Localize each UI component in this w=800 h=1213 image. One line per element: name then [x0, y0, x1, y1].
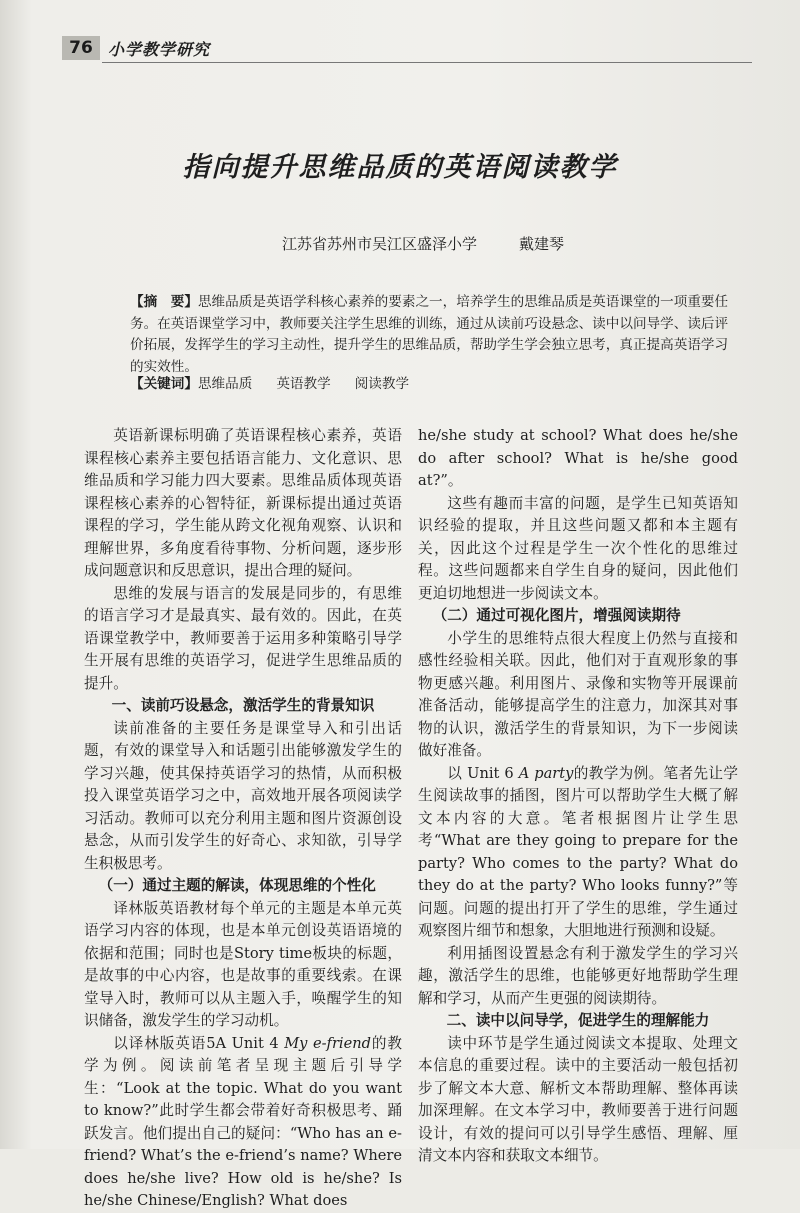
paragraph-continued: he/she study at school? What does he/she do after school? What is he/she good at?”。 — [418, 427, 738, 489]
body-column-left — [84, 425, 402, 1213]
author-affiliation: 江苏省苏州市吴江区盛泽小学 — [282, 235, 478, 253]
author-name: 戴建琴 — [519, 235, 565, 253]
keyword: 阅读教学 — [354, 376, 410, 392]
paragraph — [418, 763, 738, 943]
keywords — [130, 372, 409, 392]
page-number: 76 — [62, 36, 100, 60]
paragraph: 译林版英语教材每个单元的主题是本单元英语学习内容的体现，也是本单元创设英语语境的依据和范围；同时也是Story time板块的标题，是故事的中心内容，也是故事的重要线索。在课堂导入时，教师可以从主题入手，唤醒学生的知识储备，激发学生的学习动机。 — [84, 899, 402, 1029]
subsection-heading: （一）通过主题的解读，体现思维的个性化 — [98, 877, 376, 894]
body-column-right — [418, 425, 738, 1168]
text-run: 的教学为例。笔者先让学生阅读故事的插图，图片可以帮助学生大概了解文本内容的大意。笔者根据图片让学生思考“What are they going to prepare for the party? Who comes to the party? What do they do at the party? Who looks funny?”等问题。问题的提出打开了学生的思维，学生通过观察图片细节和想象，大胆地进行预测和设疑。 — [418, 764, 738, 939]
keywords-label: 【关键词】 — [130, 376, 198, 392]
keyword: 英语教学 — [276, 376, 331, 392]
paragraph: 思维的发展与语言的发展是同步的，有思维的语言学习才是最真实、最有效的。因此，在英语课堂教学中，教师要善于运用多种策略引导学生开展有思维的英语学习，促进学生思维品质的提升。 — [84, 584, 402, 692]
paragraph: 利用插图设置悬念有利于激发学生的学习兴趣，激活学生的思维，也能够更好地帮助学生理解和学习，从而产生更强的阅读期待。 — [418, 944, 738, 1007]
paragraph — [84, 1033, 402, 1213]
article-title: 指向提升思维品质的英语阅读教学 — [182, 152, 618, 183]
author-line — [282, 233, 564, 254]
text-run: 的教学为例。阅读前笔者呈现主题后引导学生：“Look at the topic. What do you want to know?”此时学生都会带着好奇积极思考、踊跃发言。他们提出自己的疑问：“Who has an e-friend? What’s the e-friend’s name? Where does he/she live? How old is he/she? Is he/she Chinese/English? What does — [84, 1034, 402, 1209]
abstract-label: 【摘 要】 — [130, 294, 198, 310]
paragraph: 这些有趣而丰富的问题，是学生已知英语知识经验的提取，并且这些问题又都和本主题有关，因此这个过程是学生一次个性化的思维过程。这些问题都来自学生自身的疑问，因此他们更迫切地想进一步阅读文本。 — [418, 494, 738, 602]
unit-title: A party — [518, 764, 574, 782]
abstract-text: 思维品质是英语学科核心素养的要素之一，培养学生的思维品质是英语课堂的一项重要任务。在英语课堂学习中，教师要关注学生思维的训练，通过从读前巧设悬念、读中以问导学、读后评价拓展，发挥学生的学习主动性，提升学生的思维品质，帮助学生学会独立思考，真正提高英语学习的实效性。 — [130, 294, 729, 375]
paragraph: 英语新课标明确了英语课程核心素养，英语课程核心素养主要包括语言能力、文化意识、思维品质和学习能力四大要素。思维品质体现英语课程核心素养的心智特征，新课标提出通过英语课程的学习，学生能从跨文化视角观察、认识和理解世界，多角度看待事物、分析问题，逐步形成问题意识和反思意识，提出合理的疑问。 — [84, 427, 402, 579]
paragraph: 读中环节是学生通过阅读文本提取、处理文本信息的重要过程。读中的主要活动一般包括初步了解文本大意、解析文本帮助理解、整体再读加深理解。在文本学习中，教师要善于进行问题设计，有效的提问可以引导学生感悟、理解、厘清文本内容和获取文本细节。 — [418, 1034, 738, 1164]
abstract — [130, 292, 730, 378]
paragraph: 读前准备的主要任务是课堂导入和引出话题，有效的课堂导入和话题引出能够激发学生的学习兴趣，使其保持英语学习的热情，从而积极投入课堂英语学习之中，高效地开展各项阅读学习活动。教师可以充分利用主题和图片资源创设悬念，从而引发学生的好奇心、求知欲，引导学生积极思考。 — [84, 719, 402, 872]
text-run: 以译林版英语5A Unit 4 — [113, 1034, 285, 1052]
section-heading: 一、读前巧设悬念，激活学生的背景知识 — [111, 697, 375, 714]
unit-title: My e-friend — [284, 1034, 371, 1052]
paragraph: 小学生的思维特点很大程度上仍然与直接和感性经验相关联。因此，他们对于直观形象的事物更感兴趣。利用图片、录像和实物等开展课前准备活动，能够提高学生的注意力，加深其对事物的认识，激活学生的背景知识，为下一步阅读做好准备。 — [418, 629, 738, 759]
keyword: 思维品质 — [197, 376, 253, 392]
journal-name: 小学教学研究 — [108, 40, 211, 59]
text-run: 以 Unit 6 — [447, 764, 519, 782]
header-divider — [102, 62, 752, 63]
running-header — [62, 34, 752, 64]
subsection-heading: （二）通过可视化图片，增强阅读期待 — [432, 607, 681, 624]
section-heading: 二、读中以问导学，促进学生的理解能力 — [446, 1012, 710, 1029]
